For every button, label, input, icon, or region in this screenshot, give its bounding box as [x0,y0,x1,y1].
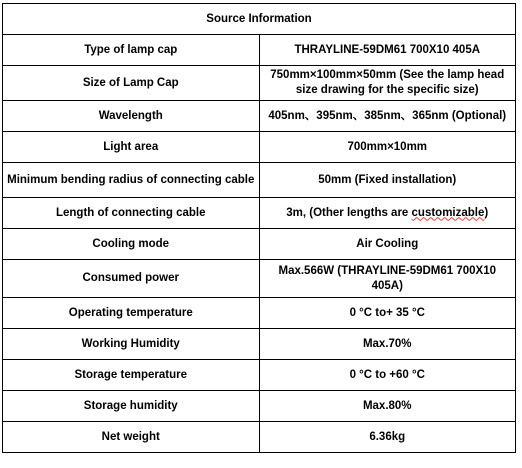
source-information-panel [2,3,516,453]
row-label: Size of Lamp Cap [3,66,260,101]
row-value: Air Cooling [259,229,516,260]
table-header-row [3,4,516,35]
table-row [3,132,516,163]
table-row [3,198,516,229]
table-row [3,35,516,66]
table-row [3,298,516,329]
row-label: Working Humidity [3,329,260,360]
row-value [259,198,516,229]
row-value-text: 3m, (Other lengths are [286,206,412,219]
table-row [3,329,516,360]
table-row [3,260,516,298]
row-value: 0 °C to +60 °C [259,360,516,391]
row-value: 405nm、395nm、385nm、365nm (Optional) [259,101,516,132]
row-label: Cooling mode [3,229,260,260]
row-label: Wavelength [3,101,260,132]
row-label: Type of lamp cap [3,35,260,66]
row-label: Storage temperature [3,360,260,391]
row-value: 0 °C to+ 35 °C [259,298,516,329]
row-label: Length of connecting cable [3,198,260,229]
table-row [3,66,516,101]
table-row [3,229,516,260]
table-row [3,422,516,453]
row-value: 6.36kg [259,422,516,453]
table-title: Source Information [3,4,516,35]
spellcheck-marked-word: customizable [411,206,485,219]
row-label: Minimum bending radius of connecting cable [3,163,260,198]
row-label: Light area [3,132,260,163]
table-row [3,101,516,132]
row-value: Max.70% [259,329,516,360]
table-row [3,391,516,422]
row-label: Operating temperature [3,298,260,329]
row-label: Consumed power [3,260,260,298]
row-label: Storage humidity [3,391,260,422]
source-information-table [2,3,516,453]
row-value: 50mm (Fixed installation) [259,163,516,198]
row-value: 700mm×10mm [259,132,516,163]
table-row [3,163,516,198]
row-value: Max.80% [259,391,516,422]
row-value: 750mm×100mm×50mm (See the lamp head size drawing for the specific size) [259,66,516,101]
table-row [3,360,516,391]
row-label: Net weight [3,422,260,453]
row-value: THRAYLINE-59DM61 700X10 405A [259,35,516,66]
row-value: Max.566W (THRAYLINE-59DM61 700X10 405A) [259,260,516,298]
row-value-text-end: ) [484,206,489,219]
